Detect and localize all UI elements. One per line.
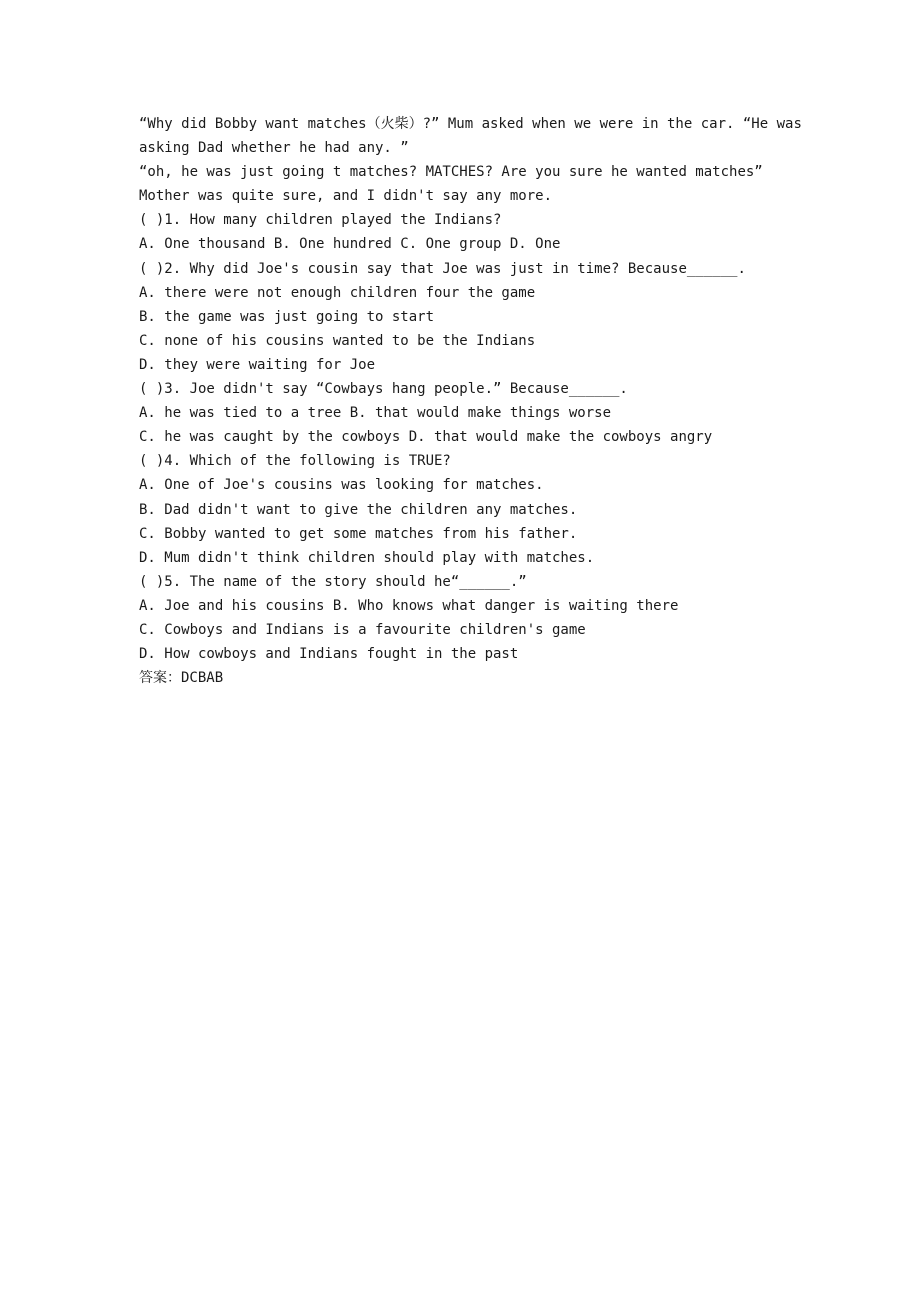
question-2-option-d: D. they were waiting for Joe (139, 356, 376, 373)
question-3-options-ab: A. he was tied to a tree B. that would make things worse (139, 405, 612, 422)
question-4-stem: ( )4. Which of the following is TRUE? (139, 453, 451, 470)
question-4-option-d: D. Mum didn't think children should play with matches. (139, 549, 595, 566)
question-2-option-c: C. none of his cousins wanted to be the Indians (139, 332, 536, 349)
story-paragraph: “oh, he was just going t matches? MATCHES? Are you sure he wanted matches” (139, 164, 763, 181)
question-2-stem: ( )2. Why did Joe's cousin say that Joe was just in time? Because______. (139, 260, 746, 277)
question-1-stem: ( )1. How many children played the Indians? (139, 212, 502, 229)
story-paragraph: “Why did Bobby want matches（火柴）?” Mum asked when we were in the car. “He was asking Dad whether he had any. ” (139, 116, 811, 157)
story-paragraph: Mother was quite sure, and I didn't say any more. (139, 188, 553, 205)
question-5-stem: ( )5. The name of the story should he“______.” (139, 573, 527, 590)
question-4-option-c: C. Bobby wanted to get some matches from his father. (139, 525, 578, 542)
question-4-option-a: A. One of Joe's cousins was looking for matches. (139, 477, 544, 494)
question-5-option-c: C. Cowboys and Indians is a favourite children's game (139, 621, 586, 638)
answer-key: 答案：DCBAB (139, 670, 224, 687)
document-body (139, 112, 819, 690)
question-2-option-a: A. there were not enough children four the game (139, 284, 536, 301)
question-3-stem: ( )3. Joe didn't say “Cowbays hang people.” Because______. (139, 381, 628, 398)
question-5-options-ab: A. Joe and his cousins B. Who knows what danger is waiting there (139, 597, 679, 614)
question-5-option-d: D. How cowboys and Indians fought in the past (139, 646, 519, 663)
question-4-option-b: B. Dad didn't want to give the children any matches. (139, 501, 578, 518)
question-3-options-cd: C. he was caught by the cowboys D. that would make the cowboys angry (139, 429, 713, 446)
question-2-option-b: B. the game was just going to start (139, 308, 435, 325)
question-1-options: A. One thousand B. One hundred C. One group D. One (139, 236, 561, 253)
